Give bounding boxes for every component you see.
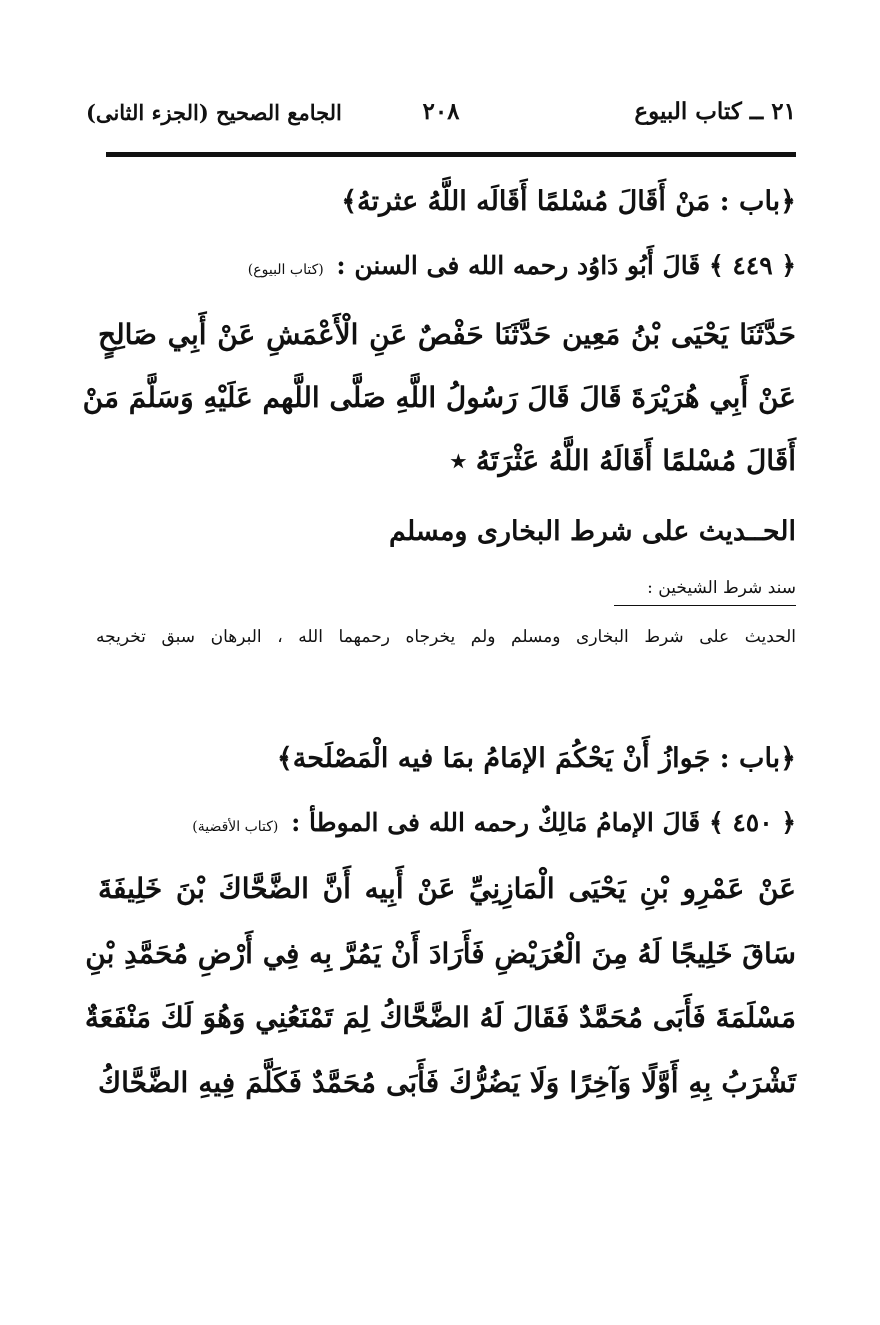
hadith-text-line: عَنْ عَمْرِو بْنِ يَحْيَى الْمَازِنِيِّ عَنْ أَبِيه أَنَّ الضَّحَّاكَ بْنَ خَلِيفَةَ bbox=[98, 872, 796, 905]
hadith-verdict: الحــديث على شرط البخارى ومسلم bbox=[388, 516, 796, 547]
section-title: ﴿باب : جَوازُ أَنْ يَحْكُمَ الإمَامُ بمَا فيه الْمَصْلَحة﴾ bbox=[276, 743, 796, 774]
page-header bbox=[86, 98, 796, 138]
chain-subheading: سند شرط الشيخين : bbox=[647, 578, 796, 598]
hadith-text-line: أَقَالَ مُسْلمًا أَقَالَهُ اللَّهُ عَثْرَتَهُ ٭ bbox=[450, 444, 796, 477]
hadith-intro: قَالَ الإمامُ مَالِكٌ رحمه الله فى الموطأ : bbox=[291, 808, 701, 837]
hadith-text-line: تَشْرَبُ بِهِ أَوَّلًا وَآخِرًا وَلَا يَضُرُّكَ فَأَبَى مُحَمَّدٌ فَكَلَّمَ فِيهِ الضَّحَّاكُ bbox=[98, 1066, 796, 1099]
section-title: ﴿باب : مَنْ أَقَالَ مُسْلمًا أَقَالَه اللَّهُ عثرتهُ﴾ bbox=[341, 186, 796, 217]
authentication-note: الحديث على شرط البخارى ومسلم ولم يخرجاه رحمهما الله ، البرهان سبق تخريجه bbox=[96, 627, 796, 647]
hadith-intro: قَالَ أَبُو دَاوُد رحمه الله فى السنن : bbox=[336, 251, 701, 280]
chapter-heading: ٢١ ــ كتاب البيوع bbox=[634, 98, 796, 125]
book-title: الجامع الصحيح (الجزء الثانى) bbox=[86, 100, 342, 125]
page-number: ٢٠٨ bbox=[422, 98, 460, 125]
hadith-heading bbox=[248, 251, 796, 280]
hadith-source: (كتاب الأقضية) bbox=[192, 819, 279, 835]
hadith-text-line: سَاقَ خَلِيجًا لَهُ مِنَ الْعُرَيْضِ فَأَرَادَ أَنْ يَمُرَّ بِه فِي أَرْضِ مُحَمَّدِ بْنِ bbox=[85, 937, 796, 970]
hadith-source: (كتاب البيوع) bbox=[247, 262, 324, 278]
hadith-text-line: حَدَّثَنَا يَحْيَى بْنُ مَعِين حَدَّثَنَا حَفْصٌ عَنِ الْأَعْمَشِ عَنْ أَبِي صَالِحٍ bbox=[98, 318, 796, 351]
hadith-number: ﴿ ٤٤٩ ﴾ bbox=[708, 251, 796, 280]
hadith-number: ﴿ ٤٥٠ ﴾ bbox=[708, 808, 796, 837]
hadith-text-line: مَسْلَمَةَ فَأَبَى مُحَمَّدٌ فَقَالَ لَهُ الضَّحَّاكُ لِمَ تَمْنَعُنِي وَهُوَ لَكَ مَنْفَعَةٌ bbox=[84, 1001, 796, 1034]
hadith-text-line: عَنْ أَبِي هُرَيْرَةَ قَالَ قَالَ رَسُولُ اللَّهِ صَلَّى اللَّهم عَلَيْهِ وَسَلَّمَ مَنْ bbox=[82, 381, 796, 414]
hadith-heading bbox=[192, 808, 796, 837]
header-divider bbox=[106, 152, 796, 157]
subheading-underline bbox=[614, 605, 796, 606]
